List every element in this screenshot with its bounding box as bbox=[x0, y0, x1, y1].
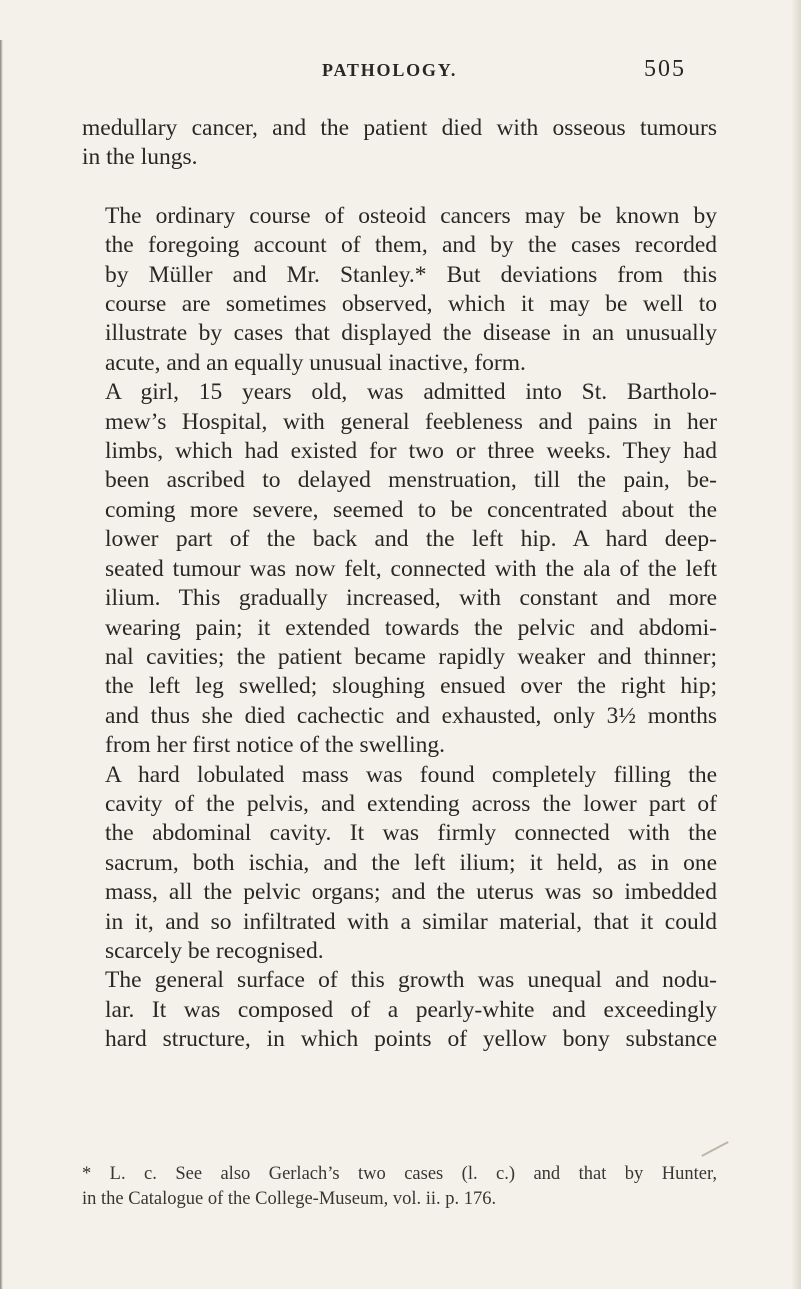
text-line: hard structure, in which points of yellow bony substance bbox=[105, 1026, 717, 1053]
text-line: from her first notice of the swelling. bbox=[105, 732, 446, 759]
text-line: by Müller and Mr. Stanley.* But deviations from this bbox=[105, 261, 717, 288]
text-line: course are sometimes observed, which it may be well to bbox=[105, 291, 717, 318]
text-line: The general surface of this growth was unequal and nodu- bbox=[105, 967, 717, 994]
text-line: mass, all the pelvic organs; and the uterus was so imbedded bbox=[105, 879, 717, 906]
running-title: PATHOLOGY. bbox=[322, 60, 458, 80]
text-line: the left leg swelled; sloughing ensued over the right hip; bbox=[105, 673, 717, 700]
text-line: cavity of the pelvis, and extending across the lower part of bbox=[105, 790, 717, 817]
text-line: The ordinary course of osteoid cancers may be known by bbox=[105, 202, 717, 229]
text-line: illustrate by cases that displayed the disease in an unusually bbox=[105, 320, 717, 347]
paragraph-1 bbox=[82, 114, 717, 173]
text-line: the foregoing account of them, and by the cases recorded bbox=[105, 232, 717, 259]
text-line: the abdominal cavity. It was firmly connected with the bbox=[105, 820, 717, 847]
page-binding-shadow bbox=[0, 40, 3, 1289]
paragraph-3 bbox=[82, 378, 717, 760]
body-text bbox=[82, 114, 717, 1055]
text-line: ilium. This gradually increased, with constant and more bbox=[105, 585, 717, 612]
text-line: acute, and an equally unusual inactive, form. bbox=[105, 349, 526, 376]
footnote bbox=[82, 1162, 717, 1212]
text-line: seated tumour was now felt, connected with the ala of the left bbox=[105, 555, 717, 582]
text-line: sacrum, both ischia, and the left ilium; it held, as in one bbox=[105, 849, 717, 876]
text-line: in the lungs. bbox=[82, 144, 198, 171]
text-line: in it, and so infiltrated with a similar material, that it could bbox=[105, 908, 717, 935]
text-line: limbs, which had existed for two or three weeks. They had bbox=[105, 438, 717, 465]
pencil-mark bbox=[701, 1141, 728, 1157]
text-line: mew’s Hospital, with general feebleness and pains in her bbox=[105, 408, 717, 435]
text-line: lar. It was composed of a pearly-white and exceedingly bbox=[105, 996, 717, 1023]
text-line: been ascribed to delayed menstruation, till the pain, be- bbox=[105, 467, 717, 494]
text-line: wearing pain; it extended towards the pelvic and abdomi- bbox=[105, 614, 717, 641]
paragraph-4 bbox=[82, 761, 717, 967]
paragraph-2 bbox=[82, 202, 717, 378]
text-line: medullary cancer, and the patient died with osseous tumours bbox=[82, 115, 717, 141]
text-line: and thus she died cachectic and exhausted, only 3½ months bbox=[105, 702, 717, 729]
text-line: nal cavities; the patient became rapidly weaker and thinner; bbox=[105, 643, 717, 670]
text-line: coming more severe, seemed to be concentrated about the bbox=[105, 496, 717, 523]
paragraph-5 bbox=[82, 966, 717, 1054]
page-edge-shadow bbox=[791, 0, 801, 1289]
text-line: A girl, 15 years old, was admitted into St. Bartholo- bbox=[105, 379, 717, 406]
text-line: scarcely be recognised. bbox=[105, 937, 324, 964]
footnote-line: * L. c. See also Gerlach’s two cases (l. c.) and that by Hunter, bbox=[82, 1164, 717, 1184]
footnote-line: in the Catalogue of the College-Museum, vol. ii. p. 176. bbox=[82, 1189, 497, 1209]
text-line: lower part of the back and the left hip. A hard deep- bbox=[105, 526, 717, 553]
text-line: A hard lobulated mass was found completely filling the bbox=[105, 761, 717, 788]
page-number: 505 bbox=[644, 56, 686, 82]
